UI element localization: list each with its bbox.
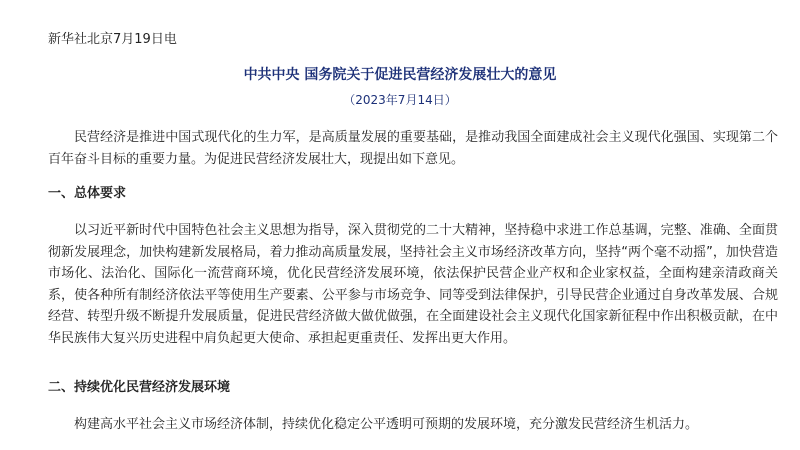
section-heading-general-requirements: 一、总体要求 — [48, 186, 127, 201]
section-paragraph-optimize-environment: 构建高水平社会主义市场经济体制，持续优化稳定公平透明可预期的发展环境，充分激发民营经济生机活力。 — [74, 417, 699, 432]
article-title: 中共中央 国务院关于促进民营经济发展壮大的意见 — [243, 67, 557, 83]
section-paragraph-general-requirements: 以习近平新时代中国特色社会主义思想为指导，深入贯彻党的二十大精神，坚持稳中求进工作总基调，完整、准确、全面贯彻新发展理念，加快构建新发展格局，着力推动高质量发展，坚持社会主义市场经济改革方向，坚持“两个毫不动摇”，加快营造市场化、法治化、国际化一流营商环境，优化民营经济发展环境，依法保护民营企业产权和企业家权益，全面构建亲清政商关系，使各种所有制经济依法平等使用生产要素、公平参与市场竞争、同等受到法律保护，引导民营企业通过自身改革发展、合规经营、转型升级不断提升发展质量，促进民营经济做大做优做强，在全面建设社会主义现代化国家新征程中作出积极贡献，在中华民族伟大复兴历史进程中肩负起更大使命、承担起更重责任、发挥出更大作用。 — [48, 223, 778, 346]
intro-paragraph: 民营经济是推进中国式现代化的生力军，是高质量发展的重要基础，是推动我国全面建成社会主义现代化强国、实现第二个百年奋斗目标的重要力量。为促进民营经济发展壮大，现提出如下意见。 — [48, 130, 778, 167]
article-date: （2023年7月14日） — [343, 93, 457, 107]
section-heading-optimize-environment: 二、持续优化民营经济发展环境 — [48, 380, 231, 395]
dateline: 新华社北京7月19日电 — [48, 32, 177, 47]
